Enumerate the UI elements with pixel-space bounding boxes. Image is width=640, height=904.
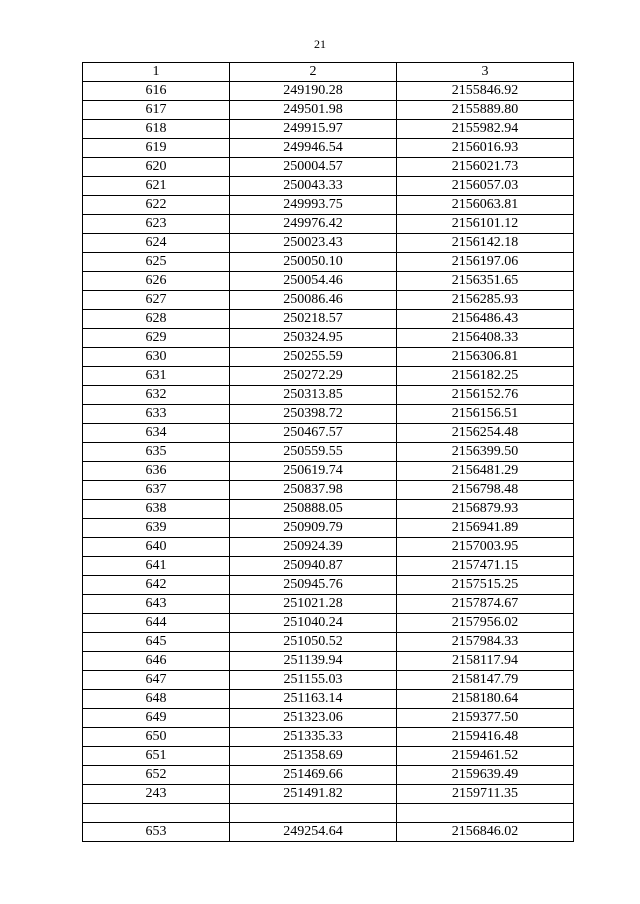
cell-point-number: 627 <box>83 291 230 310</box>
table-row <box>83 367 574 386</box>
cell-x-coordinate: 249915.97 <box>230 120 397 139</box>
cell-point-number: 628 <box>83 310 230 329</box>
cell-point-number: 623 <box>83 215 230 234</box>
cell-y-coordinate: 2156101.12 <box>397 215 574 234</box>
table-row <box>83 519 574 538</box>
cell-x-coordinate: 249993.75 <box>230 196 397 215</box>
cell-y-coordinate: 2155889.80 <box>397 101 574 120</box>
cell-point-number: 653 <box>83 823 230 842</box>
table-row <box>83 253 574 272</box>
cell-x-coordinate: 251469.66 <box>230 766 397 785</box>
cell-y-coordinate: 2156057.03 <box>397 177 574 196</box>
cell-y-coordinate: 2156846.02 <box>397 823 574 842</box>
cell-y-coordinate: 2157471.15 <box>397 557 574 576</box>
table-row <box>83 120 574 139</box>
table-row <box>83 291 574 310</box>
cell-y-coordinate: 2157003.95 <box>397 538 574 557</box>
table-row <box>83 576 574 595</box>
table-row <box>83 462 574 481</box>
table-row <box>83 177 574 196</box>
cell-y-coordinate: 2156408.33 <box>397 329 574 348</box>
cell-x-coordinate: 251163.14 <box>230 690 397 709</box>
cell-x-coordinate: 249976.42 <box>230 215 397 234</box>
cell-x-coordinate: 250888.05 <box>230 500 397 519</box>
cell-point-number: 645 <box>83 633 230 652</box>
table-header-row <box>83 63 574 82</box>
cell-point-number: 651 <box>83 747 230 766</box>
cell-point-number: 650 <box>83 728 230 747</box>
cell-x-coordinate <box>230 804 397 823</box>
cell-x-coordinate: 250398.72 <box>230 405 397 424</box>
cell-x-coordinate: 250940.87 <box>230 557 397 576</box>
cell-x-coordinate: 250559.55 <box>230 443 397 462</box>
cell-x-coordinate: 250023.43 <box>230 234 397 253</box>
cell-y-coordinate: 2156021.73 <box>397 158 574 177</box>
header-cell-y: 3 <box>397 63 574 82</box>
header-cell-x: 2 <box>230 63 397 82</box>
table-row <box>83 310 574 329</box>
cell-point-number: 633 <box>83 405 230 424</box>
cell-y-coordinate: 2159461.52 <box>397 747 574 766</box>
cell-point-number: 618 <box>83 120 230 139</box>
cell-point-number: 630 <box>83 348 230 367</box>
cell-y-coordinate: 2156879.93 <box>397 500 574 519</box>
coordinates-table <box>82 62 574 842</box>
cell-x-coordinate: 251050.52 <box>230 633 397 652</box>
cell-y-coordinate: 2156016.93 <box>397 139 574 158</box>
table-row <box>83 652 574 671</box>
cell-y-coordinate: 2159377.50 <box>397 709 574 728</box>
cell-x-coordinate: 250324.95 <box>230 329 397 348</box>
cell-point-number: 647 <box>83 671 230 690</box>
cell-y-coordinate: 2156182.25 <box>397 367 574 386</box>
cell-point-number: 640 <box>83 538 230 557</box>
table-row <box>83 690 574 709</box>
cell-x-coordinate: 251491.82 <box>230 785 397 804</box>
cell-y-coordinate: 2156486.43 <box>397 310 574 329</box>
cell-point-number: 617 <box>83 101 230 120</box>
table-row <box>83 139 574 158</box>
cell-y-coordinate: 2158180.64 <box>397 690 574 709</box>
cell-x-coordinate: 249501.98 <box>230 101 397 120</box>
cell-y-coordinate: 2156142.18 <box>397 234 574 253</box>
cell-y-coordinate: 2156798.48 <box>397 481 574 500</box>
cell-point-number: 648 <box>83 690 230 709</box>
cell-y-coordinate: 2155982.94 <box>397 120 574 139</box>
table-row <box>83 766 574 785</box>
cell-x-coordinate: 251040.24 <box>230 614 397 633</box>
table-row <box>83 481 574 500</box>
table-row <box>83 785 574 804</box>
table-row <box>83 633 574 652</box>
table-row <box>83 614 574 633</box>
cell-point-number: 634 <box>83 424 230 443</box>
table-row <box>83 158 574 177</box>
cell-y-coordinate: 2158147.79 <box>397 671 574 690</box>
cell-x-coordinate: 250467.57 <box>230 424 397 443</box>
table-body <box>83 63 574 842</box>
cell-point-number: 616 <box>83 82 230 101</box>
cell-y-coordinate: 2156254.48 <box>397 424 574 443</box>
cell-point-number: 632 <box>83 386 230 405</box>
cell-y-coordinate: 2159639.49 <box>397 766 574 785</box>
cell-y-coordinate: 2156481.29 <box>397 462 574 481</box>
cell-x-coordinate: 251155.03 <box>230 671 397 690</box>
table-row <box>83 405 574 424</box>
table-row <box>83 272 574 291</box>
table-row <box>83 728 574 747</box>
table-row <box>83 443 574 462</box>
cell-x-coordinate: 250837.98 <box>230 481 397 500</box>
cell-x-coordinate: 251021.28 <box>230 595 397 614</box>
cell-y-coordinate: 2156351.65 <box>397 272 574 291</box>
cell-y-coordinate: 2157984.33 <box>397 633 574 652</box>
cell-point-number: 641 <box>83 557 230 576</box>
table-row <box>83 215 574 234</box>
table-row <box>83 82 574 101</box>
cell-x-coordinate: 249254.64 <box>230 823 397 842</box>
cell-point-number: 635 <box>83 443 230 462</box>
cell-y-coordinate: 2157956.02 <box>397 614 574 633</box>
table-row <box>83 595 574 614</box>
cell-y-coordinate: 2159416.48 <box>397 728 574 747</box>
table-row <box>83 500 574 519</box>
cell-point-number: 619 <box>83 139 230 158</box>
cell-x-coordinate: 250043.33 <box>230 177 397 196</box>
table-row <box>83 538 574 557</box>
cell-x-coordinate: 250272.29 <box>230 367 397 386</box>
cell-y-coordinate: 2155846.92 <box>397 82 574 101</box>
cell-x-coordinate: 250004.57 <box>230 158 397 177</box>
table-row <box>83 557 574 576</box>
cell-point-number: 620 <box>83 158 230 177</box>
cell-y-coordinate: 2157874.67 <box>397 595 574 614</box>
cell-point-number: 636 <box>83 462 230 481</box>
table-row <box>83 747 574 766</box>
cell-point-number: 243 <box>83 785 230 804</box>
cell-point-number: 625 <box>83 253 230 272</box>
cell-point-number: 626 <box>83 272 230 291</box>
cell-point-number: 622 <box>83 196 230 215</box>
cell-y-coordinate: 2156063.81 <box>397 196 574 215</box>
table-row <box>83 823 574 842</box>
cell-x-coordinate: 251323.06 <box>230 709 397 728</box>
cell-x-coordinate: 250945.76 <box>230 576 397 595</box>
cell-point-number <box>83 804 230 823</box>
cell-y-coordinate: 2157515.25 <box>397 576 574 595</box>
cell-y-coordinate <box>397 804 574 823</box>
cell-y-coordinate: 2158117.94 <box>397 652 574 671</box>
cell-x-coordinate: 250054.46 <box>230 272 397 291</box>
cell-x-coordinate: 250218.57 <box>230 310 397 329</box>
table-row <box>83 424 574 443</box>
cell-point-number: 646 <box>83 652 230 671</box>
cell-point-number: 624 <box>83 234 230 253</box>
cell-y-coordinate: 2156152.76 <box>397 386 574 405</box>
cell-x-coordinate: 250619.74 <box>230 462 397 481</box>
page-number: 21 <box>314 37 326 51</box>
cell-y-coordinate: 2156285.93 <box>397 291 574 310</box>
cell-x-coordinate: 250255.59 <box>230 348 397 367</box>
header-cell-point: 1 <box>83 63 230 82</box>
cell-x-coordinate: 250909.79 <box>230 519 397 538</box>
table-row <box>83 329 574 348</box>
cell-point-number: 649 <box>83 709 230 728</box>
cell-x-coordinate: 251139.94 <box>230 652 397 671</box>
cell-x-coordinate: 250313.85 <box>230 386 397 405</box>
cell-x-coordinate: 251335.33 <box>230 728 397 747</box>
cell-point-number: 639 <box>83 519 230 538</box>
cell-y-coordinate: 2156156.51 <box>397 405 574 424</box>
table-row <box>83 101 574 120</box>
cell-point-number: 644 <box>83 614 230 633</box>
cell-x-coordinate: 250086.46 <box>230 291 397 310</box>
cell-x-coordinate: 251358.69 <box>230 747 397 766</box>
cell-point-number: 637 <box>83 481 230 500</box>
cell-y-coordinate: 2159711.35 <box>397 785 574 804</box>
cell-x-coordinate: 249946.54 <box>230 139 397 158</box>
table-row <box>83 671 574 690</box>
cell-point-number: 642 <box>83 576 230 595</box>
cell-y-coordinate: 2156399.50 <box>397 443 574 462</box>
table-row <box>83 804 574 823</box>
cell-x-coordinate: 250050.10 <box>230 253 397 272</box>
cell-y-coordinate: 2156197.06 <box>397 253 574 272</box>
table-row <box>83 234 574 253</box>
cell-y-coordinate: 2156306.81 <box>397 348 574 367</box>
cell-point-number: 643 <box>83 595 230 614</box>
table-row <box>83 348 574 367</box>
cell-x-coordinate: 250924.39 <box>230 538 397 557</box>
cell-point-number: 621 <box>83 177 230 196</box>
cell-point-number: 652 <box>83 766 230 785</box>
cell-point-number: 638 <box>83 500 230 519</box>
cell-x-coordinate: 249190.28 <box>230 82 397 101</box>
table-row <box>83 196 574 215</box>
cell-point-number: 631 <box>83 367 230 386</box>
cell-y-coordinate: 2156941.89 <box>397 519 574 538</box>
cell-point-number: 629 <box>83 329 230 348</box>
table-row <box>83 386 574 405</box>
table-row <box>83 709 574 728</box>
